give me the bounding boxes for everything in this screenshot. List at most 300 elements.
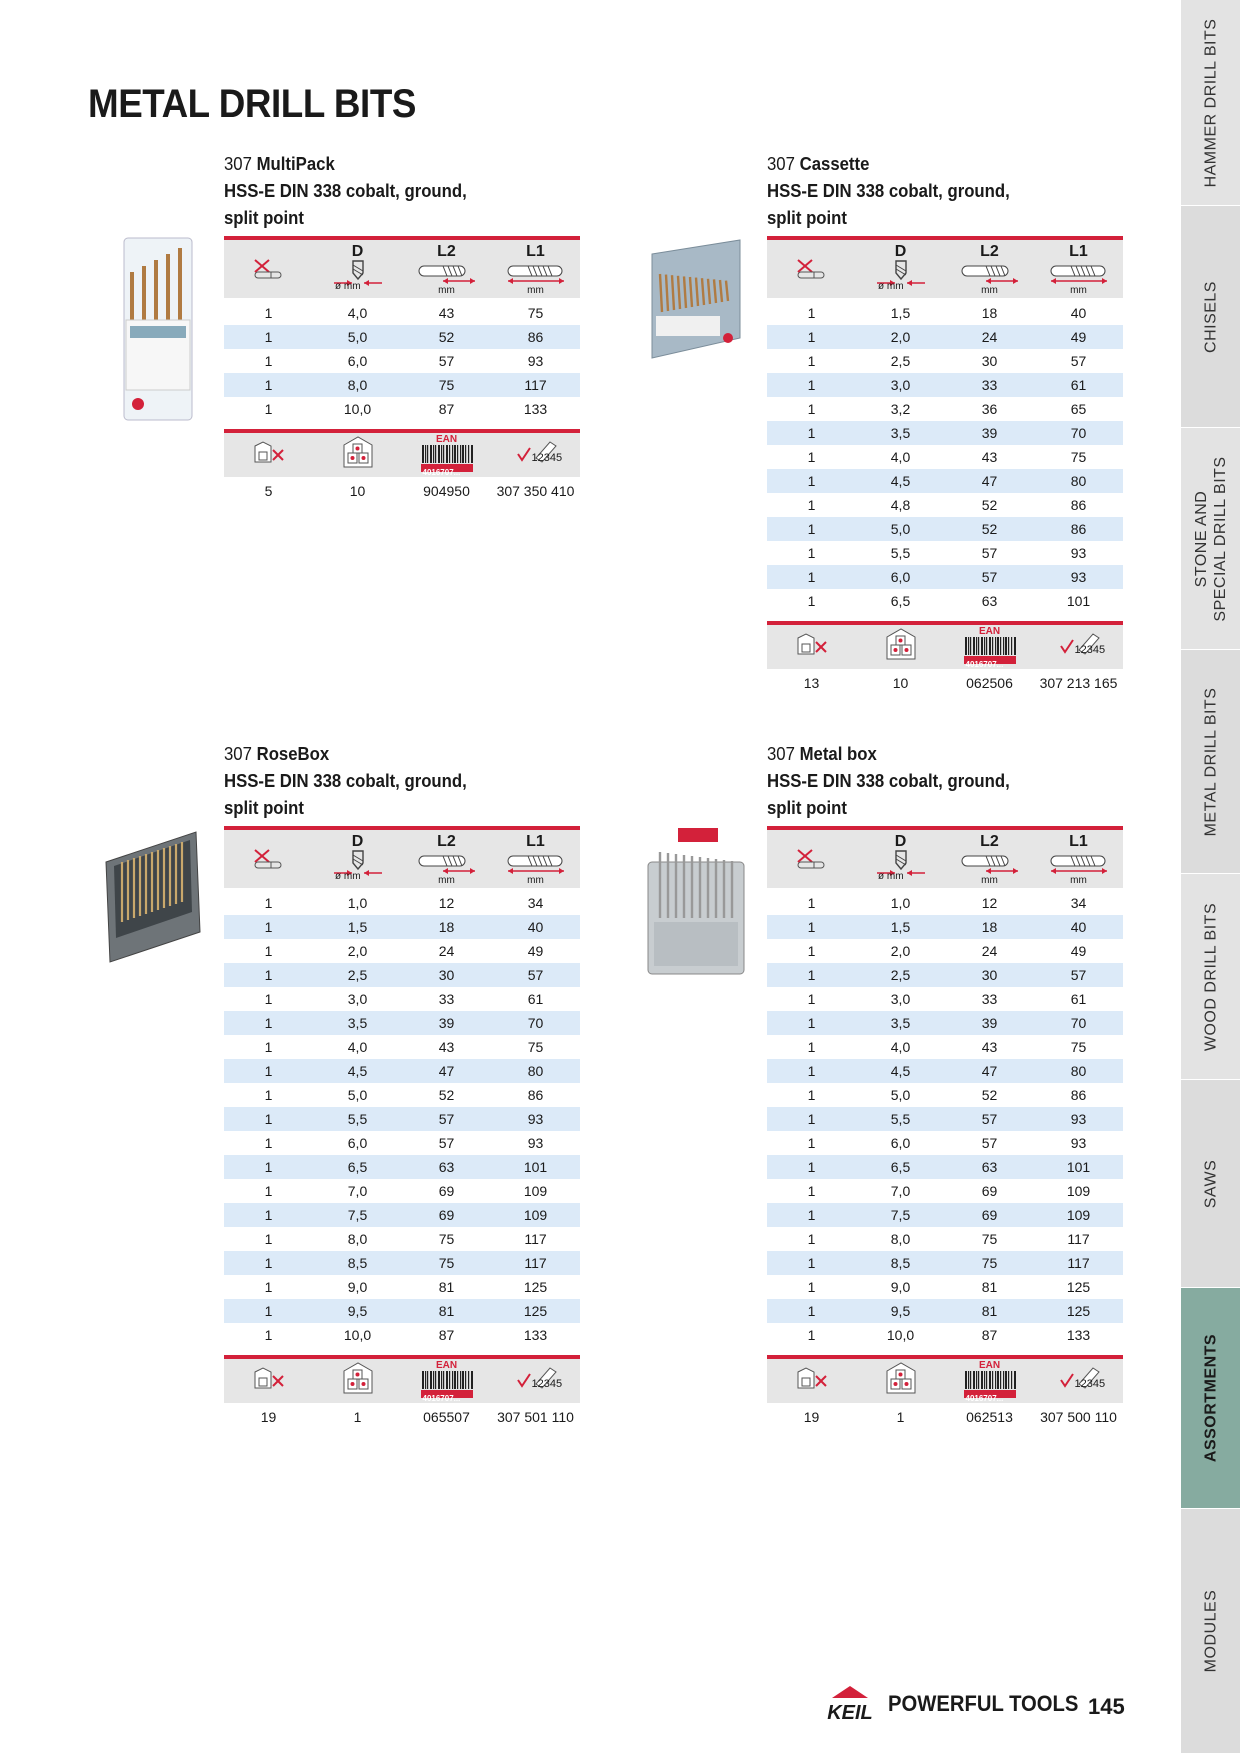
product-image-metal-box (640, 822, 750, 987)
table-cell: 12 (981, 895, 998, 911)
sidebar-tab-label: SAWS (1202, 1159, 1219, 1208)
packaging-header (224, 429, 580, 477)
table-cell: 57 (1070, 353, 1087, 369)
table-cell: 1 (264, 1087, 273, 1103)
table-cell: 4,8 (890, 497, 911, 513)
table-cell: 109 (1066, 1207, 1091, 1223)
table-cell: 1 (807, 1015, 816, 1031)
packaging-value: 1 (353, 1409, 362, 1425)
table-cell: 81 (438, 1279, 455, 1295)
table-cell: 75 (527, 1039, 544, 1055)
sidebar-tab-stone-and-special-drill-bits[interactable] (1181, 428, 1240, 650)
product-code: 307 (224, 744, 252, 764)
ean-digits: 4016707... (422, 1393, 461, 1403)
table-cell: 2,0 (890, 329, 911, 345)
table-cell: 6,5 (890, 1159, 911, 1175)
sidebar-tab-chisels[interactable] (1181, 206, 1240, 428)
packaging-value: 062513 (966, 1409, 1013, 1425)
header-label: D (894, 833, 907, 850)
table-cell: 65 (1070, 401, 1087, 417)
total-length-icon (1047, 263, 1111, 285)
sidebar-tab-label: WOOD DRILL BITS (1202, 902, 1219, 1051)
table-cell: 4,0 (347, 1039, 368, 1055)
table-row (767, 373, 1123, 397)
table-cell: 1 (264, 1015, 273, 1031)
table-cell: 69 (438, 1183, 455, 1199)
header-working-length (945, 830, 1034, 888)
table-cell: 86 (1070, 521, 1087, 537)
table-cell: 133 (523, 401, 548, 417)
table-cell: 57 (981, 1135, 998, 1151)
table-row (767, 1227, 1123, 1251)
table-cell: 101 (1066, 1159, 1091, 1175)
table-cell: 1,0 (347, 895, 368, 911)
product-image-multipack (118, 234, 198, 429)
header-quantity (224, 830, 313, 888)
table-header (767, 830, 1123, 888)
table-cell: 1 (807, 1087, 816, 1103)
table-cell: 57 (438, 353, 455, 369)
table-cell: 109 (1066, 1183, 1091, 1199)
article-number-icon (1049, 1362, 1109, 1401)
header-unit: ø mm (878, 871, 904, 882)
table-cell: 4,5 (890, 473, 911, 489)
table-cell: 87 (438, 1327, 455, 1343)
table-cell: 9,0 (347, 1279, 368, 1295)
table-header (224, 830, 580, 888)
box-quantity-icon (338, 433, 378, 478)
table-cell: 4,0 (890, 449, 911, 465)
working-length-icon (415, 263, 479, 285)
table-cell: 1 (807, 353, 816, 369)
packaging-header (767, 1355, 1123, 1403)
table-row (224, 1155, 580, 1179)
table-cell: 47 (438, 1063, 455, 1079)
table-cell: 81 (981, 1279, 998, 1295)
table-cell: 1 (264, 377, 273, 393)
table-cell: 49 (527, 943, 544, 959)
total-length-icon (1047, 853, 1111, 875)
box-quantity-cell (313, 433, 402, 477)
table-cell: 93 (1070, 569, 1087, 585)
table-cell: 75 (527, 305, 544, 321)
sidebar-tab-wood-drill-bits[interactable] (1181, 874, 1240, 1080)
spec-table (767, 236, 1123, 697)
packaging-value: 1 (896, 1409, 905, 1425)
packaging-value: 10 (892, 675, 909, 691)
table-cell: 39 (438, 1015, 455, 1031)
table-row (224, 1107, 580, 1131)
header-label: L1 (1069, 833, 1088, 850)
article-number-cell (1034, 625, 1123, 669)
table-cell: 1 (807, 1135, 816, 1151)
table-cell: 1 (264, 991, 273, 1007)
pack-unit-cell (767, 1359, 856, 1403)
table-cell: 33 (981, 377, 998, 393)
table-row (767, 469, 1123, 493)
table-cell: 24 (438, 943, 455, 959)
table-cell: 1 (264, 305, 273, 321)
table-cell: 7,5 (347, 1207, 368, 1223)
table-cell: 5,0 (890, 521, 911, 537)
sidebar-tab-label: CHISELS (1202, 280, 1219, 353)
table-cell: 3,5 (890, 1015, 911, 1031)
table-row (224, 1275, 580, 1299)
table-row (767, 493, 1123, 517)
table-cell: 75 (438, 1231, 455, 1247)
header-quantity (767, 240, 856, 298)
header-working-length (402, 830, 491, 888)
table-row (767, 1035, 1123, 1059)
table-row (767, 349, 1123, 373)
total-length-icon (504, 853, 568, 875)
table-row (224, 301, 580, 325)
product-heading (767, 741, 1139, 822)
table-cell: 80 (1070, 1063, 1087, 1079)
header-label: L1 (526, 243, 545, 260)
product-image-rosebox (96, 822, 206, 977)
product-spec-line: HSS-E DIN 338 cobalt, ground, (767, 771, 1010, 791)
product-spec-line: split point (767, 798, 847, 818)
table-row (767, 963, 1123, 987)
article-number-icon (1049, 628, 1109, 667)
table-cell: 10,0 (886, 1327, 915, 1343)
table-cell: 24 (981, 943, 998, 959)
table-row (224, 1131, 580, 1155)
working-length-icon (415, 853, 479, 875)
table-row (224, 1179, 580, 1203)
table-cell: 47 (981, 1063, 998, 1079)
product-spec-line: HSS-E DIN 338 cobalt, ground, (224, 181, 467, 201)
header-unit: ø mm (335, 871, 361, 882)
table-cell: 70 (527, 1015, 544, 1031)
table-cell: 86 (1070, 497, 1087, 513)
table-cell: 63 (981, 1159, 998, 1175)
table-cell: 9,0 (890, 1279, 911, 1295)
table-cell: 33 (981, 991, 998, 1007)
table-cell: 1 (264, 1183, 273, 1199)
table-cell: 1 (807, 1159, 816, 1175)
ean-cell (945, 1359, 1034, 1403)
table-row (767, 891, 1123, 915)
table-cell: 75 (981, 1255, 998, 1271)
packaging-row (767, 1403, 1123, 1431)
header-diameter (856, 830, 945, 888)
table-cell: 24 (981, 329, 998, 345)
table-row (224, 1227, 580, 1251)
barcode-icon (962, 1369, 1018, 1404)
packaging-header (224, 1355, 580, 1403)
table-cell: 80 (527, 1063, 544, 1079)
sidebar-tab-label: MODULES (1202, 1589, 1219, 1673)
ean-digits: 4016707... (965, 1393, 1004, 1403)
box-quantity-cell (856, 625, 945, 669)
product-name: Metal box (799, 744, 877, 764)
table-cell: 1 (264, 353, 273, 369)
box-quantity-cell (313, 1359, 402, 1403)
table-cell: 52 (438, 1087, 455, 1103)
table-cell: 70 (1070, 425, 1087, 441)
pack-unit-cell (767, 625, 856, 669)
product-name: Cassette (799, 154, 870, 174)
table-cell: 2,5 (347, 967, 368, 983)
table-cell: 1 (807, 967, 816, 983)
table-row (224, 939, 580, 963)
table-cell: 69 (981, 1183, 998, 1199)
category-sidebar (1181, 0, 1240, 1754)
header-total-length (491, 830, 580, 888)
table-cell: 1 (264, 329, 273, 345)
table-cell: 93 (1070, 545, 1087, 561)
table-row (224, 1083, 580, 1107)
sidebar-tab-metal-drill-bits[interactable] (1181, 650, 1240, 874)
table-row (767, 1155, 1123, 1179)
brand-slogan: POWERFUL TOOLS (888, 1691, 1079, 1716)
table-header (224, 240, 580, 298)
table-cell: 7,5 (890, 1207, 911, 1223)
product-code: 307 (767, 744, 795, 764)
table-cell: 1 (807, 593, 816, 609)
total-length-icon (504, 263, 568, 285)
table-cell: 7,0 (347, 1183, 368, 1199)
table-cell: 4,5 (347, 1063, 368, 1079)
table-cell: 1 (264, 1327, 273, 1343)
sidebar-tab-saws[interactable] (1181, 1080, 1240, 1288)
table-row (767, 397, 1123, 421)
table-cell: 5,0 (347, 1087, 368, 1103)
ean-cell (945, 625, 1034, 669)
sidebar-tab-assortments[interactable] (1181, 1288, 1240, 1509)
table-cell: 6,0 (890, 1135, 911, 1151)
table-cell: 5,5 (890, 545, 911, 561)
product-spec-line: HSS-E DIN 338 cobalt, ground, (224, 771, 467, 791)
table-cell: 69 (438, 1207, 455, 1223)
table-cell: 6,0 (347, 1135, 368, 1151)
packaging-value: 307 501 110 (497, 1409, 574, 1425)
table-cell: 133 (1066, 1327, 1091, 1343)
table-cell: 1,0 (890, 895, 911, 911)
table-cell: 70 (1070, 1015, 1087, 1031)
table-cell: 133 (523, 1327, 548, 1343)
table-cell: 43 (438, 305, 455, 321)
table-cell: 7,0 (890, 1183, 911, 1199)
packaging-row (224, 1403, 580, 1431)
ean-digits: 4016707... (965, 659, 1004, 669)
table-cell: 117 (524, 1255, 547, 1271)
product-heading (767, 151, 1139, 232)
header-total-length (491, 240, 580, 298)
table-cell: 43 (438, 1039, 455, 1055)
product-multipack (224, 151, 580, 505)
table-cell: 125 (1066, 1279, 1091, 1295)
table-cell: 86 (527, 1087, 544, 1103)
article-number-icon (506, 436, 566, 475)
packaging-value: 307 350 410 (496, 483, 575, 499)
table-cell: 93 (527, 353, 544, 369)
product-spec-line: split point (767, 208, 847, 228)
table-cell: 86 (1070, 1087, 1087, 1103)
header-unit: mm (1070, 285, 1087, 296)
header-unit: mm (1070, 875, 1087, 886)
table-cell: 2,5 (890, 967, 911, 983)
header-label: D (351, 243, 364, 260)
table-cell: 9,5 (347, 1303, 368, 1319)
product-code: 307 (224, 154, 252, 174)
header-unit: mm (438, 875, 455, 886)
table-cell: 1 (264, 1111, 273, 1127)
header-label: L1 (526, 833, 545, 850)
table-cell: 1 (264, 1255, 273, 1271)
table-cell: 1 (807, 1111, 816, 1127)
table-cell: 1 (264, 895, 273, 911)
table-cell: 6,0 (890, 569, 911, 585)
table-row (767, 325, 1123, 349)
table-cell: 57 (981, 545, 998, 561)
product-name: MultiPack (256, 154, 335, 174)
table-cell: 5,0 (890, 1087, 911, 1103)
packaging-value: 10 (349, 483, 366, 499)
table-cell: 1 (807, 943, 816, 959)
table-cell: 1 (807, 425, 816, 441)
table-row (767, 1131, 1123, 1155)
table-cell: 40 (1070, 305, 1087, 321)
table-cell: 75 (1070, 449, 1087, 465)
header-unit: ø mm (335, 281, 361, 292)
table-cell: 87 (438, 401, 455, 417)
sidebar-tab-modules[interactable] (1181, 1509, 1240, 1754)
quantity-icon (792, 845, 832, 873)
header-label: D (894, 243, 907, 260)
table-row (767, 1083, 1123, 1107)
box-quantity-cell (856, 1359, 945, 1403)
table-cell: 1 (807, 377, 816, 393)
table-row (767, 565, 1123, 589)
table-cell: 34 (1070, 895, 1087, 911)
pack-unit-cell (224, 433, 313, 477)
table-cell: 75 (1070, 1039, 1087, 1055)
header-label: L2 (437, 833, 456, 850)
table-cell: 8,0 (347, 377, 368, 393)
table-row (767, 1251, 1123, 1275)
ean-label: EAN (978, 626, 1001, 637)
barcode-icon (419, 1369, 475, 1404)
table-cell: 117 (1067, 1231, 1090, 1247)
table-row (767, 589, 1123, 613)
table-cell: 52 (981, 1087, 998, 1103)
table-cell: 61 (1070, 991, 1087, 1007)
header-quantity (224, 240, 313, 298)
packaging-value: 065507 (423, 1409, 470, 1425)
table-cell: 33 (438, 991, 455, 1007)
box-quantity-icon (881, 1359, 921, 1404)
table-cell: 1 (264, 401, 273, 417)
table-cell: 1 (807, 895, 816, 911)
product-heading (224, 151, 596, 232)
packaging-value: 19 (260, 1409, 277, 1425)
product-image-cassette (646, 234, 746, 369)
article-number-cell (491, 433, 580, 477)
table-cell: 1 (807, 497, 816, 513)
header-working-length (402, 240, 491, 298)
table-cell: 1 (807, 305, 816, 321)
table-cell: 80 (1070, 473, 1087, 489)
article-number-cell (491, 1359, 580, 1403)
spec-table (224, 826, 580, 1431)
table-cell: 81 (438, 1303, 455, 1319)
table-row (767, 301, 1123, 325)
table-cell: 1 (264, 1063, 273, 1079)
pack-unit-cell (224, 1359, 313, 1403)
table-cell: 93 (527, 1135, 544, 1151)
table-cell: 1 (264, 1231, 273, 1247)
table-cell: 4,0 (890, 1039, 911, 1055)
table-cell: 40 (527, 919, 544, 935)
table-row (767, 1275, 1123, 1299)
header-working-length (945, 240, 1034, 298)
keil-logo-icon (826, 1685, 874, 1723)
table-cell: 2,5 (890, 353, 911, 369)
table-cell: 34 (527, 895, 544, 911)
table-cell: 1 (807, 1303, 816, 1319)
brand-name: KEIL (827, 1702, 873, 1723)
product-cassette (767, 151, 1123, 697)
table-cell: 9,5 (890, 1303, 911, 1319)
header-unit: mm (981, 285, 998, 296)
table-cell: 57 (527, 967, 544, 983)
table-cell: 125 (523, 1303, 548, 1319)
table-cell: 117 (524, 1231, 547, 1247)
packaging-value: 307 213 165 (1039, 675, 1118, 691)
table-cell: 93 (1070, 1135, 1087, 1151)
spec-table (224, 236, 580, 505)
table-cell: 2,0 (347, 943, 368, 959)
table-cell: 52 (981, 521, 998, 537)
page-title: METAL DRILL BITS (88, 82, 416, 126)
table-row (767, 1011, 1123, 1035)
table-cell: 109 (523, 1207, 548, 1223)
table-cell: 8,0 (347, 1231, 368, 1247)
header-unit: ø mm (878, 281, 904, 292)
sidebar-tab-hammer-drill-bits[interactable] (1181, 0, 1240, 206)
table-cell: 18 (981, 919, 998, 935)
product-code: 307 (767, 154, 795, 174)
table-cell: 3,0 (890, 991, 911, 1007)
spec-table (767, 826, 1123, 1431)
barcode-icon (962, 635, 1018, 670)
pack-unit-icon (792, 630, 832, 665)
quantity-icon (249, 845, 289, 873)
product-metal-box (767, 741, 1123, 1431)
article-number-label: 12345 (531, 451, 563, 464)
table-cell: 117 (1067, 1255, 1090, 1271)
packaging-value: 307 500 110 (1040, 1409, 1117, 1425)
table-cell: 1 (807, 1327, 816, 1343)
header-unit: mm (438, 285, 455, 296)
table-cell: 109 (523, 1183, 548, 1199)
table-cell: 125 (1066, 1303, 1091, 1319)
article-number-label: 12345 (1074, 643, 1106, 656)
header-total-length (1034, 830, 1123, 888)
table-cell: 43 (981, 449, 998, 465)
table-row (224, 373, 580, 397)
page-number: 145 (1088, 1694, 1125, 1719)
table-row (767, 421, 1123, 445)
table-cell: 1 (264, 967, 273, 983)
working-length-icon (958, 263, 1022, 285)
table-cell: 47 (981, 473, 998, 489)
table-cell: 1 (807, 991, 816, 1007)
table-cell: 117 (524, 377, 547, 393)
